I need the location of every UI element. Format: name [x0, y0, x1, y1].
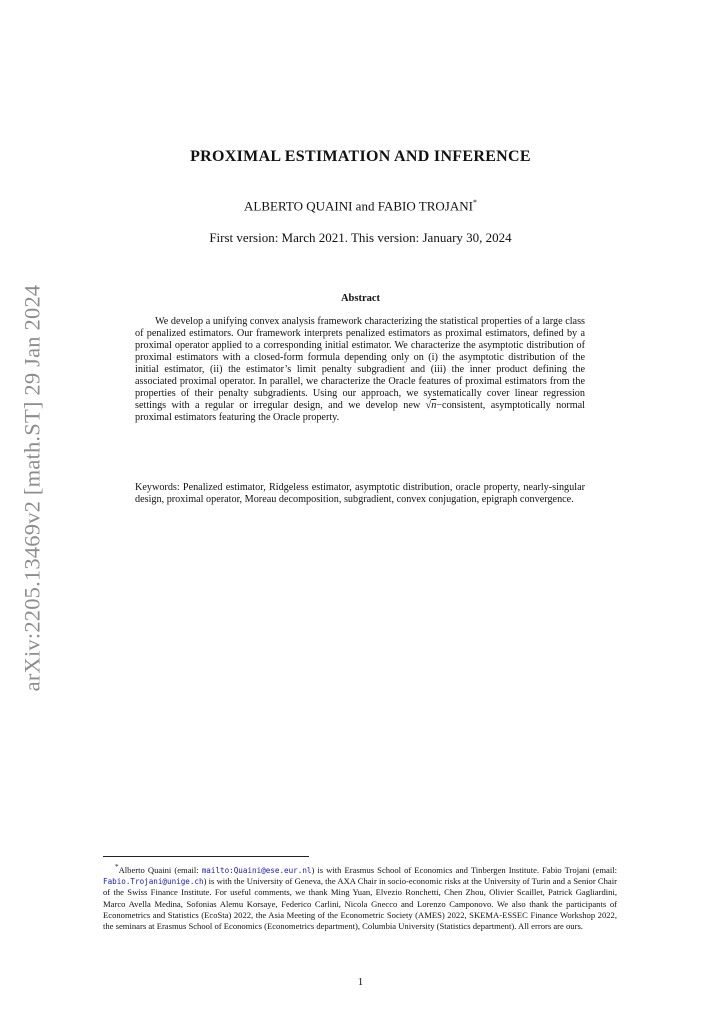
keywords-paragraph: Keywords: Penalized estimator, Ridgeless estimator, asymptotic distribution, oracle property, nearly-singular design, proximal operator, Moreau decomposition, subgradient, convex conjugation, epigraph convergence. — [135, 482, 585, 505]
sqrt-symbol: √ — [425, 400, 432, 411]
email-link-trojani[interactable]: Fabio.Trojani@unige.ch — [103, 877, 204, 887]
footnote-rule — [103, 856, 309, 857]
paper-title: PROXIMAL ESTIMATION AND INFERENCE — [190, 148, 531, 165]
footnote-mark: * — [115, 863, 119, 871]
footnote — [103, 862, 617, 933]
author-footnote-mark[interactable]: * — [472, 198, 477, 207]
footnote-text-2: ) is with Erasmus School of Economics and Tinbergen Institute. Fabio Trojani (email: — [311, 864, 617, 875]
email-link-quaini[interactable]: mailto:Quaini@ese.eur.nl — [201, 865, 312, 875]
abstract-text-end: −consistent, asymptotically normal proximal estimators featuring the Oracle property. — [135, 400, 586, 423]
page-number: 1 — [357, 976, 364, 988]
footnote-text-3: ) is with the University of Geneva, the AXA Chair in socio-economic risks at the University of Turin and a Senior Chair of the Swiss Finance Institute. For useful comments, we thank Ming Yuan, Elvezio Ronchetti, Chen Zhou, Olivier Scaillet, Patrick Gagliardini, Marco Avella Medina, Sofonias Alemu Korsaye, Federico Carlini, Nicola Gnecco and Lorenzo Camponovo. We also thank the participants of Econometrics and Statistics (EcoSta) 2022, the Asia Meeting of the Econometric Society (AMES) 2022, SKEMA-ESSEC Finance Workshop 2022, the seminars at Erasmus School of Economics (Econometrics department), Columbia University (Statistics department). All errors are ours. — [103, 876, 617, 932]
sqrt-n-expression — [426, 400, 437, 411]
abstract-heading: Abstract — [340, 293, 381, 304]
version-line: First version: March 2021. This version: January 30, 2024 — [209, 230, 512, 245]
arxiv-identifier-stamp — [18, 284, 46, 692]
author-names: ALBERTO QUAINI and FABIO TROJANI — [244, 198, 473, 214]
footnote-text-1: Alberto Quaini (email: — [118, 864, 202, 875]
abstract-text — [135, 316, 585, 424]
arxiv-id-text: arXiv:2205.13469v2 [math.ST] 29 Jan 2024 — [19, 284, 44, 692]
abstract-text-main: We develop a unifying convex analysis framework characterizing the statistical properties of a large class of penalized estimators. Our framework interprets penalized estimators as proximal estimators, defined by a proximal operator applied to a corresponding initial estimator. We characterize the asymptotic distribution of proximal estimators with a closed-form formula depending only on (i) the asymptotic distribution of the initial estimator, (ii) the estimator’s limit penalty subgradient and (iii) the inner product defining the associated proximal operator. In parallel, we characterize the Oracle features of proximal estimators from the properties of their penalty subgradients. Using our approach, we systematically cover linear regression settings with a regular or irregular design, and we develop new — [135, 316, 585, 411]
author-line — [0, 198, 721, 214]
sqrt-argument: n — [431, 400, 437, 411]
